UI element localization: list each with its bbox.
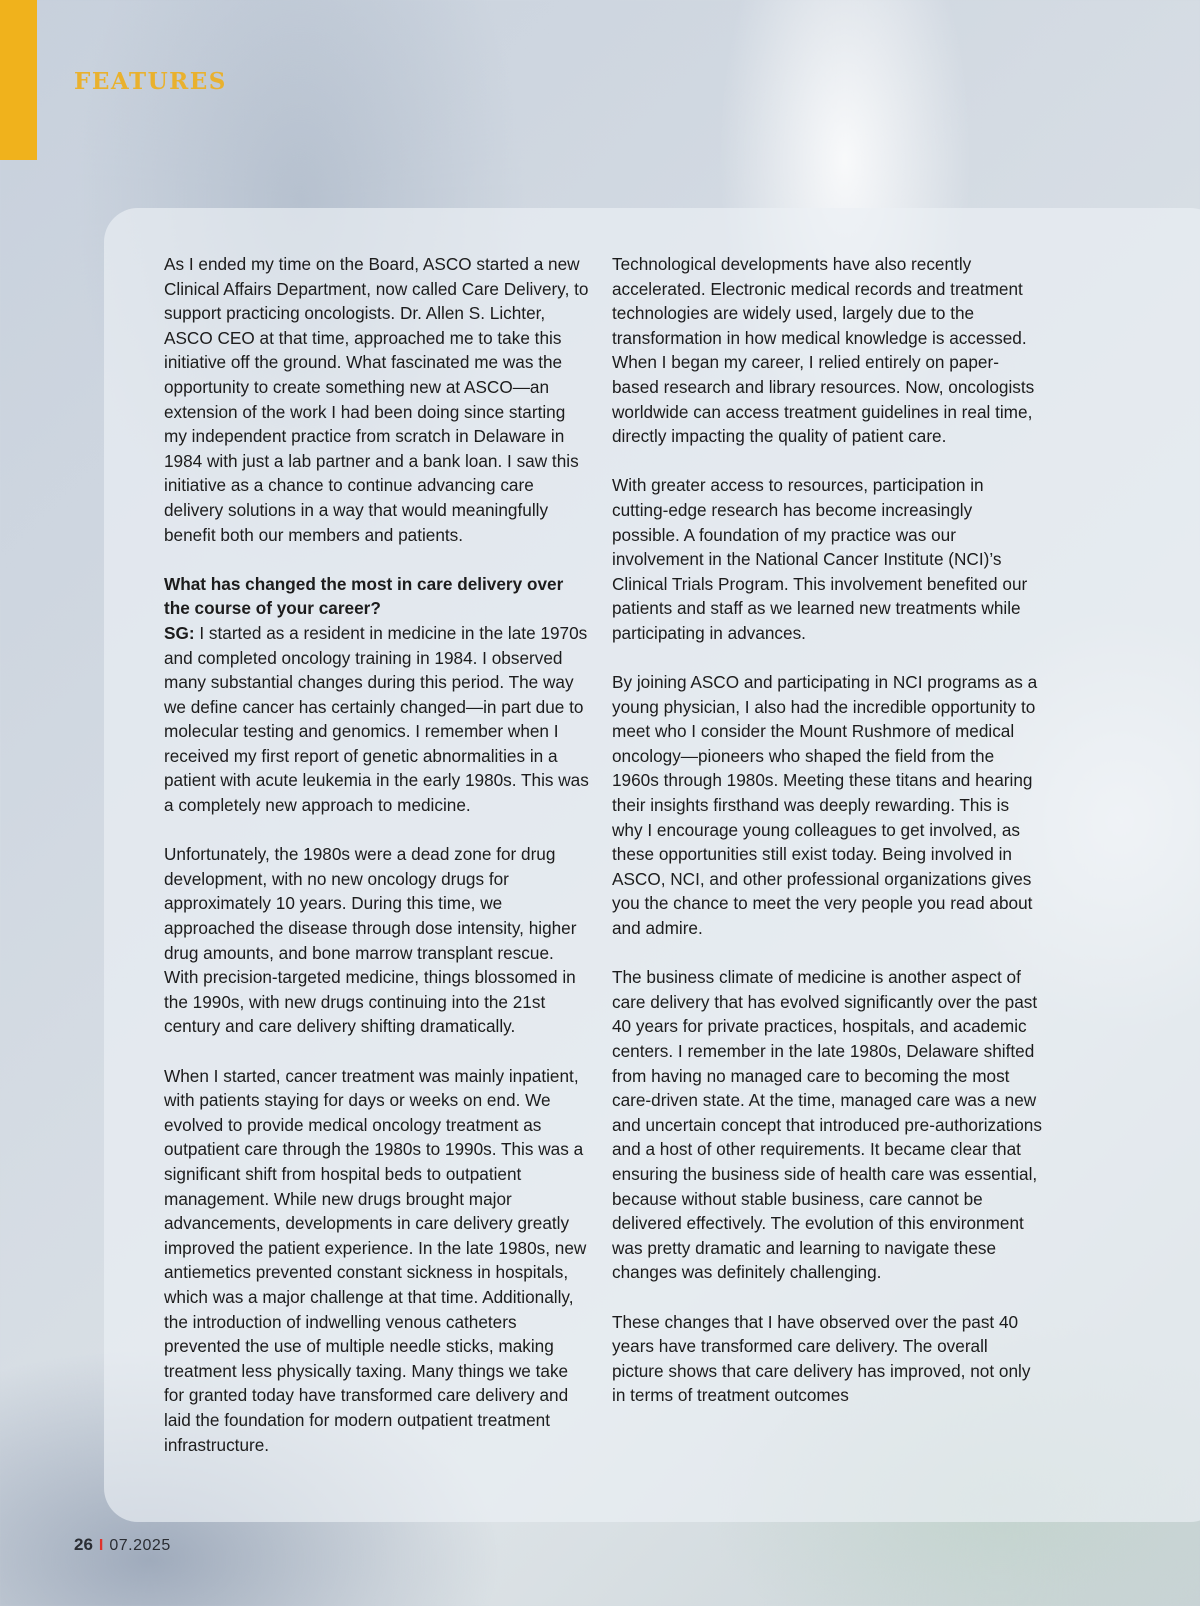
section-label: FEATURES [74, 68, 227, 95]
paragraph: Technological developments have also recently accelerated. Electronic medical records and treatment technologies are widely used, largely due to the transformation in how medical knowledge is accessed. When I began my career, I relied entirely on paper-based research and library resources. Now, oncologists worldwide can access treatment guidelines in real time, directly impacting the quality of patient care. [612, 254, 1035, 447]
paragraph: These changes that I have observed over the past 40 years have transformed care delivery. The overall picture shows that care delivery has improved, not only in terms of treatment outcomes [612, 1311, 1031, 1406]
paragraph: As I ended my time on the Board, ASCO started a new Clinical Affairs Department, now called Care Delivery, to support practicing oncologists. Dr. Allen S. Lichter, ASCO CEO at that time, approached me to take this initiative off the ground. What fascinated me was the opportunity to create something new at ASCO—an extension of the work I had been doing since starting my independent practice from scratch in Delaware in 1984 with just a lab partner and a bank loan. I saw this initiative as a chance to continue advancing care delivery solutions in a way that would meaningfully benefit both our members and patients. [164, 254, 589, 545]
paragraph: When I started, cancer treatment was mainly inpatient, with patients staying for days or weeks on end. We evolved to provide medical oncology treatment as outpatient care through the 1980s to 1990s. This was a significant shift from hospital beds to outpatient management. While new drugs brought major advancements, developments in care delivery greatly improved the patient experience. In the late 1980s, new antiemetics prevented constant sickness in hospitals, which was a major challenge at that time. Additionally, the introduction of indwelling venous catheters prevented the use of multiple needle sticks, making treatment less physically taxing. Many things we take for granted today have transformed care delivery and laid the foundation for modern outpatient treatment infrastructure. [164, 1065, 587, 1455]
paragraph: With greater access to resources, participation in cutting-edge research has become increasingly possible. A foundation of my practice was our involvement in the National Cancer Institute (NCI)’s Clinical Trials Program. This involvement benefited our patients and staff as we learned new treatments while participating in advances. [612, 475, 1028, 643]
issue-date: 07.2025 [109, 1537, 171, 1554]
speaker-initials: SG: [164, 622, 195, 643]
paragraph: The business climate of medicine is another aspect of care delivery that has evolved significantly over the past 40 years for private practices, hospitals, and academic centers. I remember in the late 1980s, Delaware shifted from having no managed care to becoming the most care-driven state. At the time, managed care was a new and uncertain concept that introduced pre-authorizations and a host of other requirements. It became clear that ensuring the business side of health care was essential, because without stable business, care cannot be delivered effectively. The evolution of this environment was pretty dramatic and learning to navigate these changes was definitely challenging. [612, 967, 1042, 1283]
paragraph: By joining ASCO and participating in NCI programs as a young physician, I also had the incredible opportunity to meet who I consider the Mount Rushmore of medical oncology—pioneers who shaped the field from the 1960s through 1980s. Meeting these titans and hearing their insights firsthand was deeply rewarding. This is why I encourage young colleagues to get involved, as these opportunities still exist today. Being involved in ASCO, NCI, and other professional organizations gives you the chance to meet the very people you read about and admire. [612, 672, 1038, 939]
interview-question: What has changed the most in care delivery over the course of your career? [164, 573, 564, 619]
paragraph: Unfortunately, the 1980s were a dead zone for drug development, with no new oncology drugs for approximately 10 years. During this time, we approached the disease through dose intensity, higher drug amounts, and bone marrow transplant rescue. With precision-targeted medicine, things blossomed in the 1990s, with new drugs continuing into the 21st century and care delivery shifting dramatically. [164, 844, 577, 1037]
section-accent-bar [0, 0, 37, 160]
answer-text: I started as a resident in medicine in the late 1970s and completed oncology training in 1984. I observed many substantial changes during this period. The way we define cancer has certainly changed—in part due to molecular testing and genomics. I remember when I received my first report of genetic abnormalities in a patient with acute leukemia in the early 1980s. This was a completely new approach to medicine. [164, 622, 589, 816]
interview-answer [164, 621, 590, 818]
article-column-right [612, 252, 1042, 1408]
article-column-left [164, 252, 590, 1457]
page-number: 26 [74, 1535, 93, 1554]
footer-separator: I [98, 1537, 104, 1554]
page-footer [74, 1535, 171, 1555]
